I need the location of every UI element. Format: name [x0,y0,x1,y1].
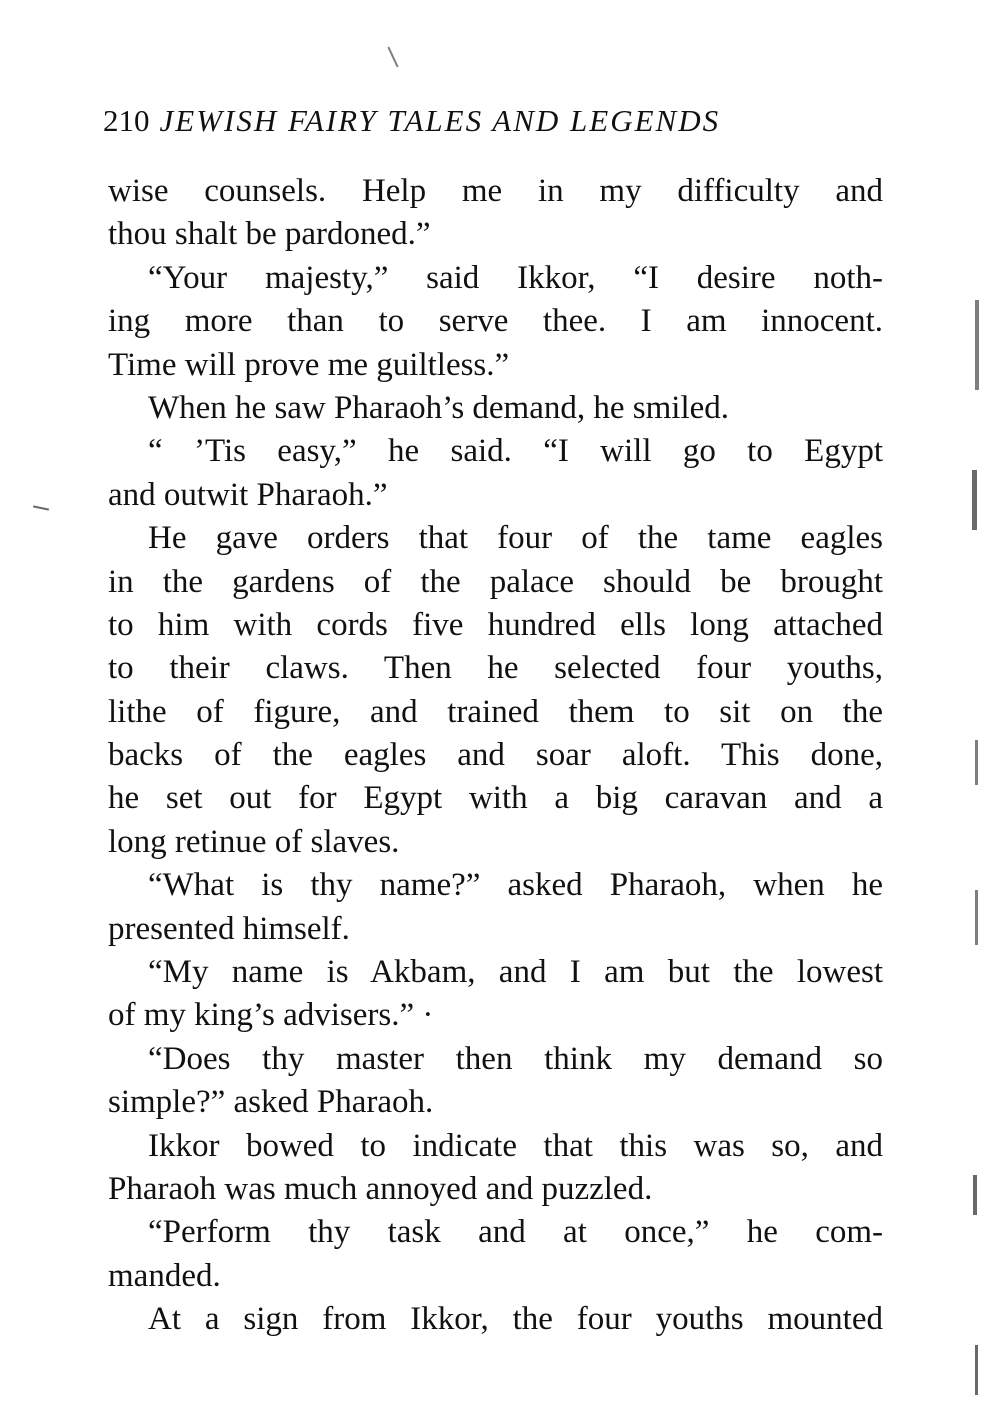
text-line: to him with cords five hundred ells long attached [108,606,883,643]
scan-artifact [975,890,978,945]
page-number: 210 [103,103,150,138]
text-line: backs of the eagles and soar aloft. This done, [108,737,883,774]
text-line: “ ’Tis easy,” he said. “I will go to Egypt [148,433,883,470]
text-line: and outwit Pharaoh.” [108,476,388,513]
text-line: of my king’s advisers.” · [108,997,434,1034]
scan-artifact [975,300,979,390]
text-line: to their claws. Then he selected four youths, [108,650,883,687]
text-line: At a sign from Ikkor, the four youths mounted [148,1301,883,1338]
text-line: Time will prove me guiltless.” [108,346,510,383]
text-line: simple?” asked Pharaoh. [108,1084,434,1121]
text-line: in the gardens of the palace should be brought [108,563,883,600]
text-line: “Does thy master then think my demand so [148,1040,883,1077]
body-text [108,170,883,1342]
text-line: “What is thy name?” asked Pharaoh, when he [148,867,883,904]
scan-artifact [975,740,978,785]
text-line: “Your majesty,” said Ikkor, “I desire noth- [148,259,883,296]
text-line: ing more than to serve thee. I am innocent. [108,303,883,340]
text-line: Ikkor bowed to indicate that this was so, and [148,1127,883,1164]
text-line: When he saw Pharaoh’s demand, he smiled. [148,389,730,426]
text-line: He gave orders that four of the tame eagles [148,520,883,557]
text-line: presented himself. [108,910,350,947]
scan-artifact [973,1175,977,1215]
text-line: “My name is Akbam, and I am but the lowest [148,954,883,991]
text-line: “Perform thy task and at once,” he com- [148,1214,883,1251]
text-line: long retinue of slaves. [108,823,400,860]
scan-artifact [387,47,398,68]
text-line: lithe of figure, and trained them to sit on the [108,693,883,730]
book-title: JEWISH FAIRY TALES AND LEGENDS [159,103,721,138]
scan-artifact [972,470,977,530]
text-line: thou shalt be pardoned.” [108,216,431,253]
scan-artifact [975,1345,978,1395]
text-line: he set out for Egypt with a big caravan and a [108,780,883,817]
text-line: manded. [108,1257,221,1294]
text-line: Pharaoh was much annoyed and puzzled. [108,1170,653,1207]
scan-artifact [33,505,49,510]
running-head [103,101,883,141]
text-line: wise counsels. Help me in my difficulty and [108,173,883,209]
